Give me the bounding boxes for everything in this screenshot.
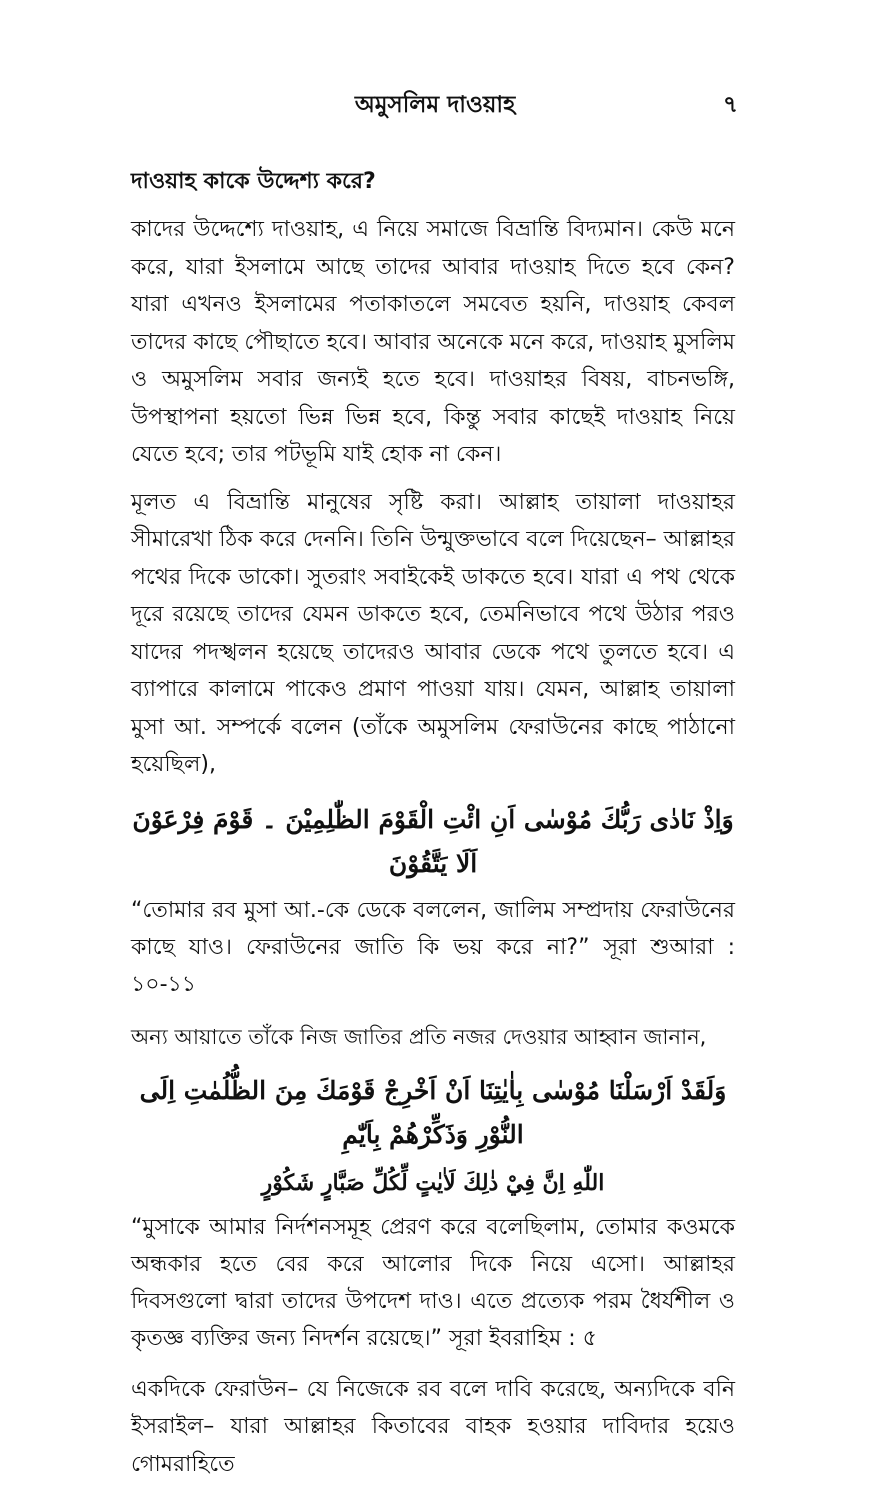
page-number: ৭ — [723, 92, 738, 118]
arabic-verse-1: وَاِذْ نَادٰى رَبُّكَ مُوْسٰى اَنِ ائْتِ الْقَوْمَ الظّٰلِمِيْنَ ۔ قَوْمَ فِرْعَوْنَ اَلَا يَتَّقُوْنَ — [132, 804, 734, 878]
section-heading: দাওয়াহ কাকে উদ্দেশ্য করে? — [131, 169, 376, 194]
paragraph-1: কাদের উদ্দেশ্যে দাওয়াহ, এ নিয়ে সমাজে বিভ্রান্তি বিদ্যমান। কেউ মনে করে, যারা ইসলামে আছে তাদের আবার দাওয়াহ দিতে হবে কেন? যারা এখনও ইসলামের পতাকাতলে সমবেত হয়নি, দাওয়াহ কেবল তাদের কাছে পৌছাতে হবে। আবার অনেকে মনে করে, দাওয়াহ মুসলিম ও অমুসলিম সবার জন্যই হতে হবে। দাওয়াহর বিষয়, বাচনভঙ্গি, উপস্থাপনা হয়তো ভিন্ন ভিন্ন হবে, কিন্তু সবার কাছেই দাওয়াহ নিয়ে যেতে হবে; তার পটভূমি যাই হোক না কেন। — [131, 217, 735, 467]
paragraph-2: মূলত এ বিভ্রান্তি মানুষের সৃষ্টি করা। আল্লাহ তায়ালা দাওয়াহর সীমারেখা ঠিক করে দেননি। তিনি উন্মুক্তভাবে বলে দিয়েছেন– আল্লাহর পথের দিকে ডাকো। সুতরাং সবাইকেই ডাকতে হবে। যারা এ পথ থেকে দূরে রয়েছে তাদের যেমন ডাকতে হবে, তেমনিভাবে পথে উঠার পরও যাদের পদস্খলন হয়েছে তাদেরও আবার ডেকে পথে তুলতে হবে। এ ব্যাপারে কালামে পাকেও প্রমাণ পাওয়া যায়। যেমন, আল্লাহ তায়ালা মুসা আ. সম্পর্কে বলেন (তাঁকে অমুসলিম ফেরাউনের কাছে পাঠানো হয়েছিল), — [131, 489, 735, 777]
arabic-verse-2-line-2: اللّٰهِ اِنَّ فِيْ ذٰلِكَ لَاٰيٰتٍ لِّكُلِّ صَبَّارٍ شَكُوْرٍ — [261, 1169, 605, 1196]
translation-quote-2: “মুসাকে আমার নির্দশনসমূহ প্রেরণ করে বলেছিলাম, তোমার কওমকে অন্ধকার হতে বের করে আলোর দিকে নিয়ে এসো। আল্লাহর দিবসগুলো দ্বারা তাদের উপদেশ দাও। এতে প্রত্যেক পরম ধৈর্যশীল ও কৃতজ্ঞ ব্যক্তির জন্য নিদর্শন রয়েছে।” সূরা ইবরাহিম : ৫ — [131, 1214, 735, 1351]
translation-quote-1: “তোমার রব মুসা আ.-কে ডেকে বললেন, জালিম সম্প্রদায় ফেরাউনের কাছে যাও। ফেরাউনের জাতি কি ভয় করে না?” সূরা শুআরা : ১০-১১ — [131, 897, 735, 997]
final-paragraph: একদিকে ফেরাউন– যে নিজেকে রব বলে দাবি করেছে, অন্যদিকে বনি ইসরাইল– যারা আল্লাহর কিতাবের বাহক হওয়ার দাবিদার হয়েও গোমরাহিতে — [131, 1376, 735, 1477]
intro-line-2: অন্য আয়াতে তাঁকে নিজ জাতির প্রতি নজর দেওয়ার আহ্বান জানান, — [131, 1024, 707, 1049]
arabic-verse-2-line-1: وَلَقَدْ اَرْسَلْنَا مُوْسٰى بِاٰيٰتِنَا اَنْ اَخْرِجْ قَوْمَكَ مِنَ الظُّلُمٰتِ اِلَى النُّوْرِ وَذَكِّرْهُمْ بِاَيّٰمِ — [139, 1075, 727, 1149]
running-header-title: অমুসলিম দাওয়াহ — [354, 92, 516, 118]
page-body — [131, 165, 735, 1493]
